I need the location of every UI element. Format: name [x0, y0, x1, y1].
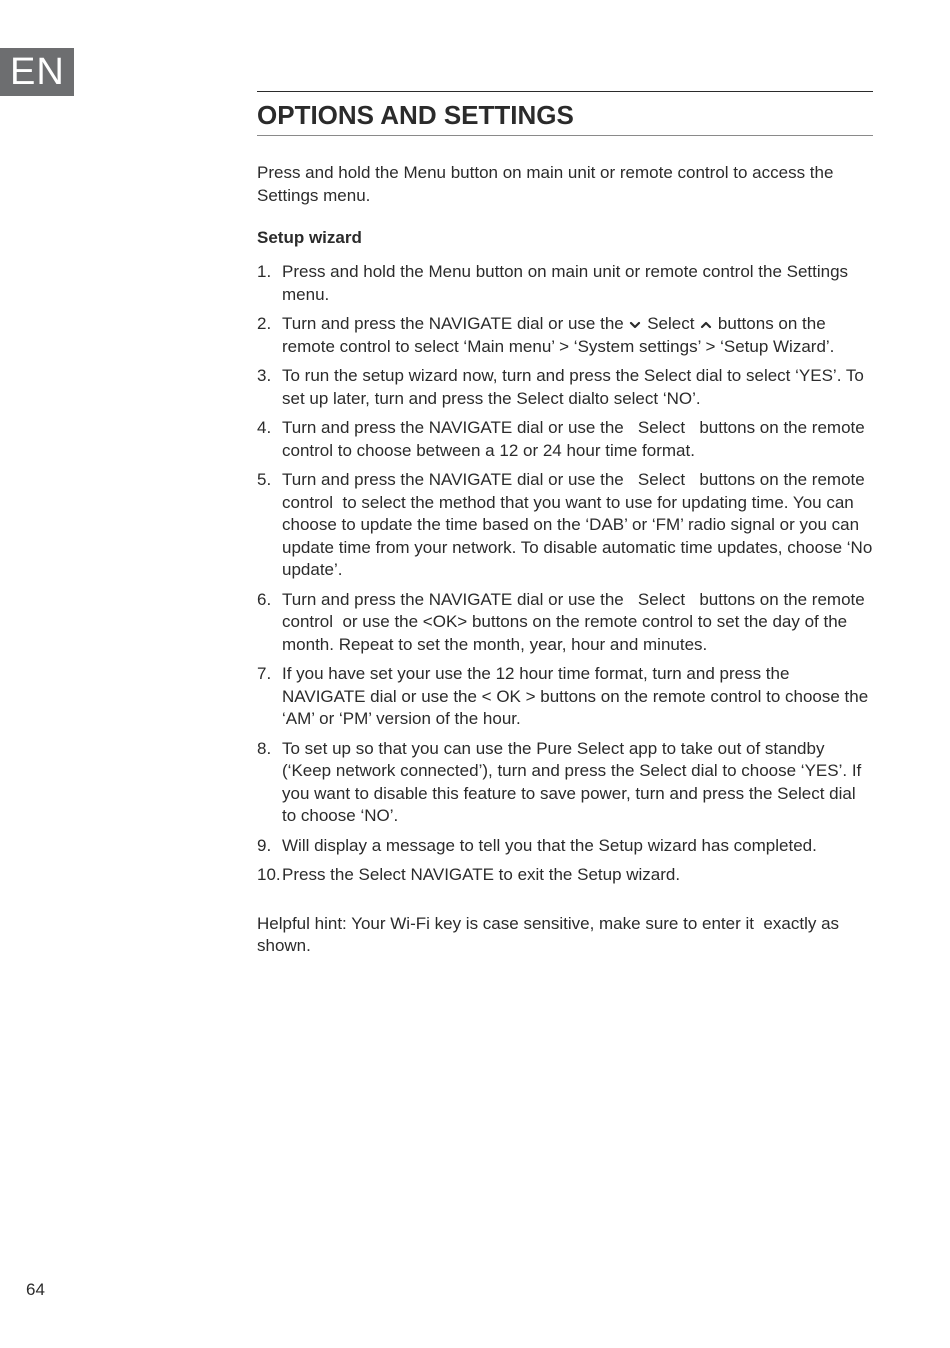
step-text: To run the setup wizard now, turn and press the Select dial to select ‘YES’. To set up later, turn and press the Select dialto select ‘NO’. — [282, 366, 864, 408]
intro-paragraph: Press and hold the Menu button on main unit or remote control to access the Settings menu. — [257, 163, 834, 205]
step-number: 4. — [257, 418, 272, 437]
list-item — [257, 469, 878, 582]
step-text-part-c: buttons on the remote control to select ‘Main menu’ > ‘System settings’ > ‘Setup Wizard’. — [282, 314, 835, 356]
list-item — [257, 864, 873, 887]
page-title: OPTIONS AND SETTINGS — [257, 100, 574, 130]
steps-list — [257, 261, 878, 887]
list-item — [257, 663, 873, 731]
step-number: 2. — [257, 314, 272, 333]
list-item — [257, 417, 873, 462]
step-text: Turn and press the NAVIGATE dial or use the Select buttons on the remote control or use the <OK> buttons on the remote control to set the day of the month. Repeat to set the month, year, hour and minutes. — [282, 589, 870, 654]
step-text: Press and hold the Menu button on main unit or remote control the Settings menu. — [282, 262, 849, 304]
step-text: If you have set your use the 12 hour time format, turn and press the NAVIGATE dial or use the < OK > buttons on the remote control to choose the ‘AM’ or ‘PM’ version of the hour. — [282, 664, 869, 728]
step-number: 1. — [257, 262, 272, 281]
list-item — [257, 313, 873, 358]
list-item — [257, 738, 873, 828]
chevron-down-icon — [629, 320, 641, 330]
step-text: Will display a message to tell you that the Setup wizard has completed. — [282, 835, 817, 855]
step-number: 8. — [257, 738, 272, 758]
step-number: 10. — [257, 865, 281, 884]
helpful-hint: Helpful hint: Your Wi-Fi key is case sensitive, make sure to enter it exactly as shown. — [257, 913, 844, 955]
page-number: 64 — [26, 1280, 45, 1299]
title-block — [257, 91, 873, 136]
list-item — [257, 835, 873, 858]
list-item — [257, 589, 873, 657]
step-number: 9. — [257, 835, 272, 855]
main-content — [257, 91, 878, 958]
step-number: 3. — [257, 366, 272, 385]
step-text: Turn and press the NAVIGATE dial or use the Select buttons on the remote control to choose between a 12 or 24 hour time format. — [282, 418, 870, 460]
list-item — [257, 365, 873, 410]
step-text: Press the Select NAVIGATE to exit the Setup wizard. — [282, 865, 681, 884]
step-number: 6. — [257, 589, 272, 609]
step-text-part-b: Select — [642, 314, 695, 333]
step-text-part-a: Turn and press the NAVIGATE dial or use the — [282, 314, 624, 333]
chevron-up-icon — [700, 320, 712, 330]
subheading-setup-wizard: Setup wizard — [257, 228, 362, 247]
step-number: 7. — [257, 664, 272, 683]
step-text: To set up so that you can use the Pure Select app to take out of standby (‘Keep network connected’), turn and press the Select dial to choose ‘YES’. If you want to disable this feature to save power, turn and press the Select dial to choose ‘NO’. — [282, 738, 862, 825]
step-number: 5. — [257, 470, 272, 489]
list-item — [257, 261, 873, 306]
step-text: Turn and press the NAVIGATE dial or use the Select buttons on the remote control to select the method that you want to use for updating time. You can choose to update the time based on the ‘DAB’ or ‘FM’ radio signal or you can update time from your network. To disable automatic time updates, choose ‘No update’. — [282, 470, 878, 579]
language-tab: EN — [0, 48, 74, 96]
